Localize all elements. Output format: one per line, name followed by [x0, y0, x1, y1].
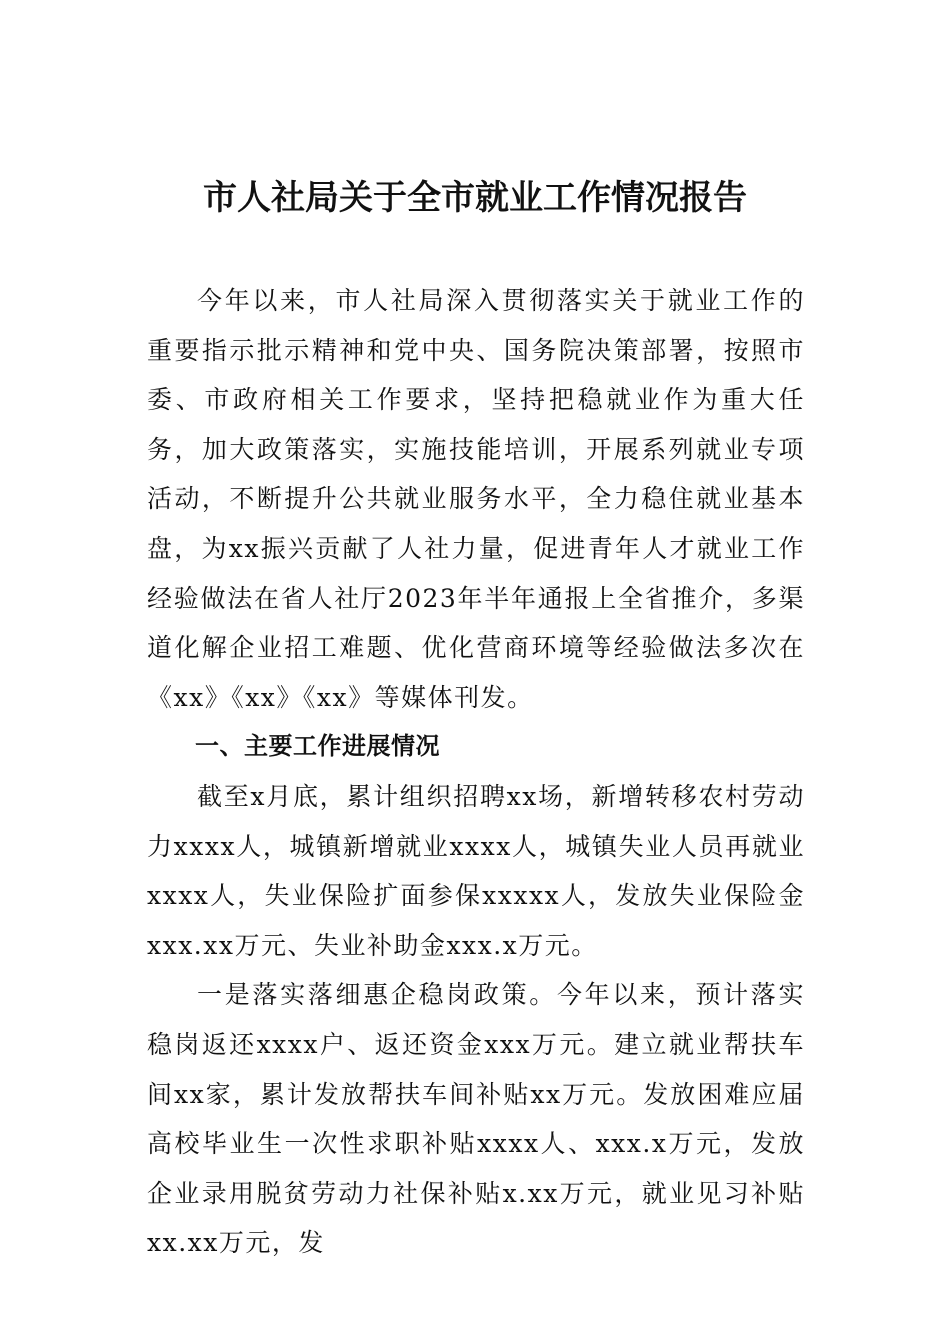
- paragraph-summary: 截至x月底，累计组织招聘xx场，新增转移农村劳动力xxxx人，城镇新增就业xxxx人，城镇失业人员再就业xxxx人，失业保险扩面参保xxxxx人，发放失业保险金xxx.xx万元、失业补助金xxx.x万元。: [147, 781, 805, 960]
- document-body: [147, 276, 805, 1268]
- document-title: 市人社局关于全市就业工作情况报告: [203, 178, 747, 218]
- section-heading-1: 一、主要工作进展情况: [195, 732, 440, 761]
- paragraph-intro: 今年以来，市人社局深入贯彻落实关于就业工作的重要指示批示精神和党中央、国务院决策部署，按照市委、市政府相关工作要求，坚持把稳就业作为重大任务，加大政策落实，实施技能培训，开展系列就业专项活动，不断提升公共就业服务水平，全力稳住就业基本盘，为xx振兴贡献了人社力量，促进青年人才就业工作经验做法在省人社厅2023年半年通报上全省推介，多渠道化解企业招工难题、优化营商环境等经验做法多次在《xx》《xx》《xx》等媒体刊发。: [147, 286, 805, 712]
- paragraph-policy: 一是落实落细惠企稳岗政策。今年以来，预计落实稳岗返还xxxx户、返还资金xxx万元。建立就业帮扶车间xx家，累计发放帮扶车间补贴xx万元。发放困难应届高校毕业生一次性求职补贴xxxx人、xxx.x万元，发放企业录用脱贫劳动力社保补贴x.xx万元，就业见习补贴xx.xx万元，发: [147, 980, 805, 1258]
